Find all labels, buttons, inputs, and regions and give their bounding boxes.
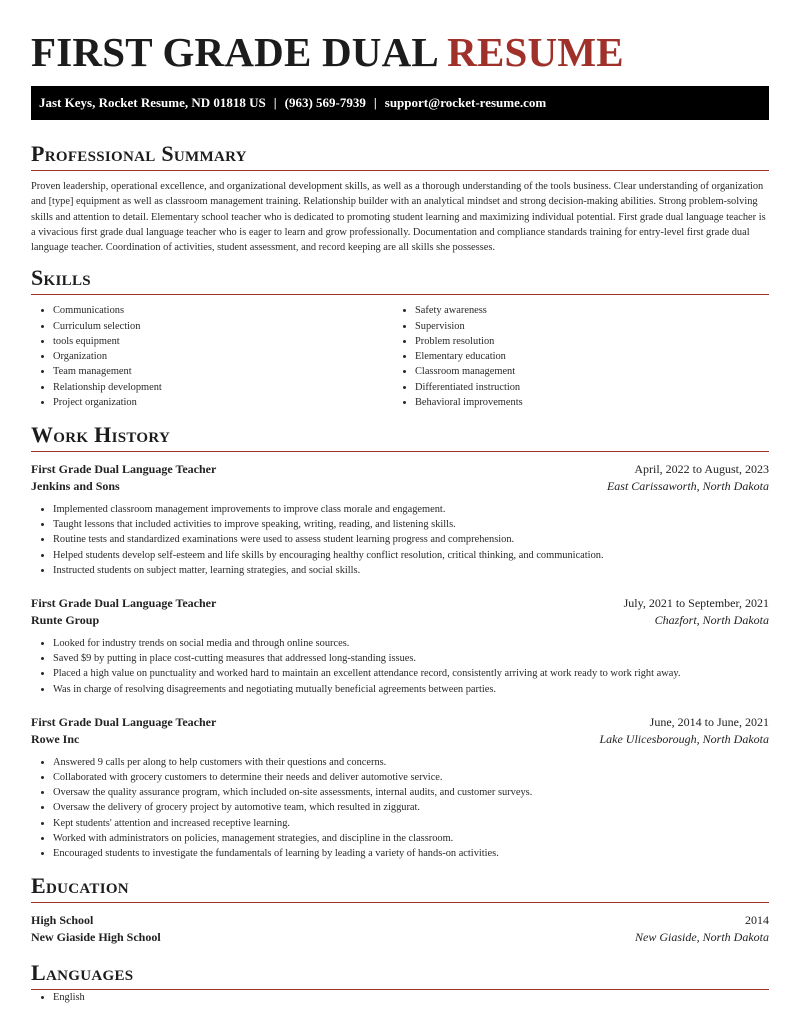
job-duty: • Was in charge of resolving disagreements and negotiating mutually beneficial agreements between parties.: [53, 682, 769, 697]
summary-section: [31, 141, 769, 255]
skill-item: • Curriculum selection: [53, 319, 393, 334]
job-duty: • Taught lessons that included activities to improve speaking, writing, reading, and listening skills.: [53, 517, 769, 532]
section-title-languages: Languages: [31, 960, 134, 986]
contact-address: Jast Keys, Rocket Resume, ND 01818 US: [39, 95, 266, 110]
skill-item: • Differentiated instruction: [415, 380, 769, 395]
skill-item: • Relationship development: [53, 380, 393, 395]
section-divider: [31, 451, 769, 452]
job-company: Jenkins and Sons: [31, 478, 120, 493]
education-header-row: [31, 911, 769, 929]
job-title: First Grade Dual Language Teacher: [31, 461, 217, 476]
skill-item: • Problem resolution: [415, 334, 769, 349]
skill-item: • Communications: [53, 303, 393, 318]
education-location: New Giaside, North Dakota: [635, 930, 769, 945]
job-duty: • Placed a high value on punctuality and worked hard to maintain an excellent attendance record, consistently arriving at work ready to work right away.: [53, 666, 769, 681]
job-duty: • Kept students' attention and increased receptive learning.: [53, 816, 769, 831]
languages-section: [31, 960, 769, 1005]
education-degree: High School: [31, 913, 94, 928]
job-duty: • Encouraged students to investigate the fundamentals of learning by leading a variety of hands-on activities.: [53, 846, 769, 861]
section-divider: [31, 170, 769, 171]
skills-grid: [31, 303, 769, 409]
contact-separator: |: [273, 95, 277, 110]
job-dates: April, 2022 to August, 2023: [634, 461, 769, 476]
job-duty: • Saved $9 by putting in place cost-cutting measures that addressed long-standing issues.: [53, 651, 769, 666]
language-item: • English: [53, 990, 769, 1005]
contact-email: support@rocket-resume.com: [384, 95, 547, 110]
education-year: 2014: [745, 913, 769, 928]
job-title: First Grade Dual Language Teacher: [31, 714, 217, 729]
work-history-section: [31, 422, 769, 861]
job-duty: • Implemented classroom management improvements to improve class morale and engagement.: [53, 502, 769, 517]
job-location: Chazfort, North Dakota: [654, 612, 769, 627]
job-company-row: [31, 612, 769, 629]
skills-list-right: [393, 303, 769, 409]
skill-item: • Organization: [53, 349, 393, 364]
job-duty: • Oversaw the delivery of grocery project by automotive team, which resulted in ziggurat.: [53, 800, 769, 815]
skill-item: • Elementary education: [415, 349, 769, 364]
job-duty: • Worked with administrators on policies, management strategies, and discipline in the classroom.: [53, 831, 769, 846]
education-school: New Giaside High School: [31, 930, 161, 945]
job-header-row: [31, 594, 769, 612]
section-divider: [31, 902, 769, 903]
job-location: Lake Ulicesborough, North Dakota: [599, 731, 769, 746]
contact-separator: |: [373, 95, 377, 110]
job-entry: [31, 713, 769, 861]
job-duty: • Looked for industry trends on social media and through online sources.: [53, 636, 769, 651]
job-entry: [31, 594, 769, 697]
languages-list: [31, 990, 769, 1005]
skills-column-right: [393, 303, 769, 409]
contact-phone: (963) 569-7939: [284, 95, 366, 110]
skill-item: • Safety awareness: [415, 303, 769, 318]
skill-item: • Supervision: [415, 319, 769, 334]
skills-list-left: [31, 303, 393, 409]
name-main: FIRST GRADE DUAL: [31, 29, 437, 75]
job-title: First Grade Dual Language Teacher: [31, 595, 217, 610]
job-duties-list: [31, 502, 769, 578]
job-header-row: [31, 713, 769, 731]
job-header-row: [31, 460, 769, 478]
job-duties-list: [31, 636, 769, 697]
job-entry: [31, 460, 769, 578]
education-section: [31, 873, 769, 946]
section-divider: [31, 294, 769, 295]
job-dates: June, 2014 to June, 2021: [649, 714, 769, 729]
job-company: Runte Group: [31, 612, 100, 627]
contact-bar: [31, 86, 769, 120]
job-duty: • Answered 9 calls per along to help customers with their questions and concerns.: [53, 755, 769, 770]
skill-item: • Team management: [53, 364, 393, 379]
section-title-skills: Skills: [31, 265, 91, 291]
section-title-education: Education: [31, 873, 129, 899]
resume-page: [31, 0, 769, 1005]
job-dates: July, 2021 to September, 2021: [623, 595, 769, 610]
job-duty: • Collaborated with grocery customers to determine their needs and deliver automotive service.: [53, 770, 769, 785]
skill-item: • Classroom management: [415, 364, 769, 379]
education-entry: [31, 911, 769, 946]
skills-column-left: [31, 303, 393, 409]
job-duty: • Oversaw the quality assurance program, which included on-site assessments, internal audits, and customer surveys.: [53, 785, 769, 800]
name-accent: RESUME: [447, 29, 624, 75]
section-title-summary: Professional Summary: [31, 141, 247, 166]
resume-name: [31, 0, 769, 75]
skill-item: • tools equipment: [53, 334, 393, 349]
job-company: Rowe Inc: [31, 731, 80, 746]
job-duty: • Routine tests and standardized examinations were used to assess student learning progress and comprehension.: [53, 532, 769, 547]
job-location: East Carissaworth, North Dakota: [606, 478, 769, 493]
job-company-row: [31, 478, 769, 495]
job-company-row: [31, 731, 769, 748]
job-duty: • Helped students develop self-esteem and life skills by encouraging healthy conflict resolution, critical thinking, and communication.: [53, 548, 769, 563]
summary-text: Proven leadership, operational excellence, and organizational development skills, as well as a thorough understanding of the tools business. Clear understanding of organization and [type] equipment as well as classroom management training. Relationship builder with an analytical mindset and strong decision-making abilities. Strong problem-solving skills and attention to detail. Elementary school teacher who is dedicated to promoting student learning and maximizing individual potential. First grade dual language teacher is a vivacious first grade dual language teacher who is eager to learn and grow professionally. Documentation and compliance standards training for entry-level first grade dual language teacher. Coordination of activities, student assessment, and record keeping are all skills she possesses.: [31, 181, 766, 254]
skill-item: • Behavioral improvements: [415, 395, 769, 410]
section-title-work-history: Work History: [31, 421, 171, 447]
skill-item: • Project organization: [53, 395, 393, 410]
job-duty: • Instructed students on subject matter, learning strategies, and social skills.: [53, 563, 769, 578]
skills-section: [31, 265, 769, 409]
job-duties-list: [31, 755, 769, 861]
education-school-row: [31, 929, 769, 946]
